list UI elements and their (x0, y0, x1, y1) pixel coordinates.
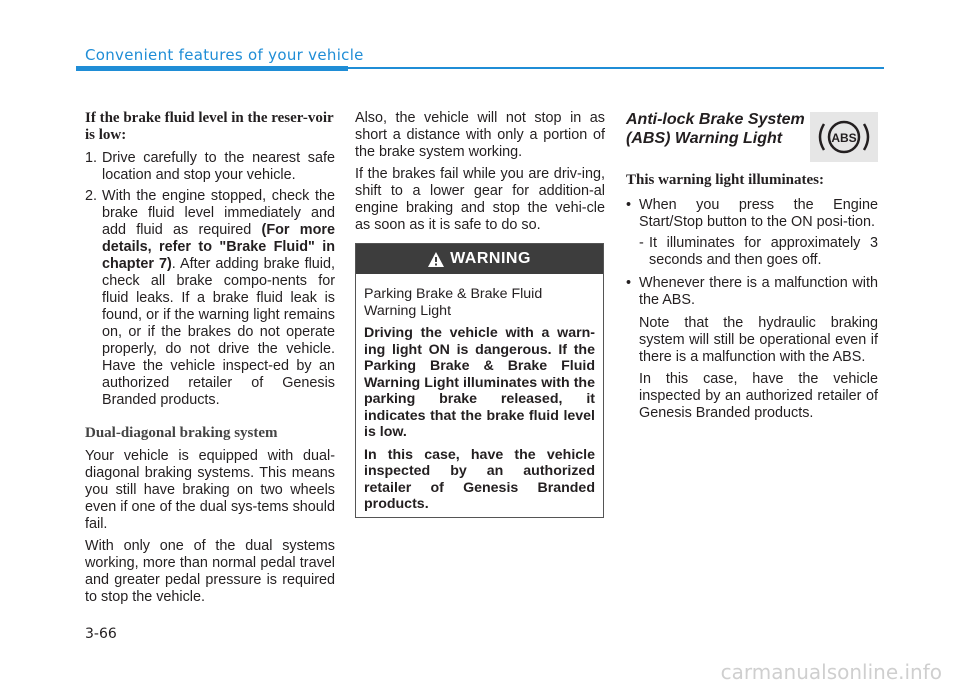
note-text: In this case, have the vehicle inspected by an authorized retailer of Genesis Branded products. (639, 371, 878, 421)
list-item (85, 150, 335, 184)
watermark: carmanualsonline.info (720, 660, 942, 684)
warning-text: Driving the vehicle with a warn-ing light ON is dangerous. If the Parking Brake & Brake Fluid Warning Light illuminates with the parking brake released, it indicates that the brake fluid level is low. (364, 325, 595, 440)
header-rule-accent (76, 66, 348, 71)
section-header-title: Convenient features of your vehicle (85, 46, 364, 64)
bullet-text: When you press the Engine Start/Stop button to the ON posi-tion. (639, 197, 878, 230)
abs-icon-label: ABS (831, 131, 857, 145)
abs-icon (810, 112, 878, 162)
paragraph: Your vehicle is equipped with dual-diagonal braking systems. This means you still have braking on two wheels even if one of the dual sys-tems should fail. (85, 448, 335, 532)
steps-list (85, 150, 335, 409)
illuminates-list (626, 197, 878, 422)
column-1 (85, 110, 335, 611)
warning-text: In this case, have the vehicle inspected by an authorized retailer of Genesis Branded products. (364, 446, 595, 512)
dash-icon: - (639, 235, 644, 251)
warning-title: Parking Brake & Brake Fluid Warning Light (364, 286, 543, 319)
list-item (85, 188, 335, 409)
paragraph: If the brakes fail while you are driv-ing, shift to a lower gear for addition-al engine braking and stop the vehi-cle as soon as it is safe to do so. (355, 166, 605, 233)
bullet-text: Whenever there is a malfunction with the ABS. (639, 275, 878, 308)
page-number: 3-66 (85, 626, 117, 642)
paragraph: With only one of the dual systems working, more than normal pedal travel and greater pedal pressure is required to stop the vehicle. (85, 538, 335, 605)
step-text-continued: . After adding brake fluid, check all brake compo-nents for fluid leaks. If a brake fluid leak is found, or if the warning light remains on, or if the brakes do not operate properly, do not drive the vehicle. Have the vehicle inspect-ed by an authorized retailer of Genesis Branded products. (102, 256, 335, 408)
warning-triangle-icon (428, 252, 444, 267)
dual-diagonal-heading: Dual-diagonal braking system (85, 425, 278, 441)
note-text: Note that the hydraulic braking system will still be operational even if there is a malfunction with the ABS. (639, 315, 878, 365)
paragraph: Also, the vehicle will not stop in as short a distance with only a portion of the brake system working. (355, 110, 605, 160)
list-item (626, 275, 878, 422)
step-number: 2. (85, 188, 98, 204)
column-2 (355, 110, 605, 239)
warning-header (356, 244, 603, 274)
warning-label: WARNING (450, 250, 531, 267)
dash-text: It illuminates for approximately 3 seconds and then goes off. (649, 235, 878, 268)
abs-warning-icon (810, 112, 878, 162)
warning-box (355, 243, 604, 518)
warning-body (356, 274, 603, 513)
bullet-icon: • (626, 197, 632, 213)
step-text: Drive carefully to the nearest safe location and stop your vehicle. (102, 150, 335, 183)
dash-item (639, 235, 878, 269)
step-text: With the engine stopped, check the brake fluid level immediately and add fluid as required (102, 188, 335, 238)
list-item (626, 197, 878, 269)
low-fluid-heading: If the brake fluid level in the reser-voir is low: (85, 110, 334, 143)
chapter-reference: (For more details, refer to "Brake Fluid" in chapter 7) (102, 222, 335, 272)
step-number: 1. (85, 150, 98, 166)
illuminates-heading: This warning light illuminates: (626, 172, 824, 188)
abs-section-title: Anti-lock Brake System (ABS) Warning Light (626, 111, 805, 147)
bullet-icon: • (626, 275, 632, 291)
header-rule (348, 67, 884, 69)
